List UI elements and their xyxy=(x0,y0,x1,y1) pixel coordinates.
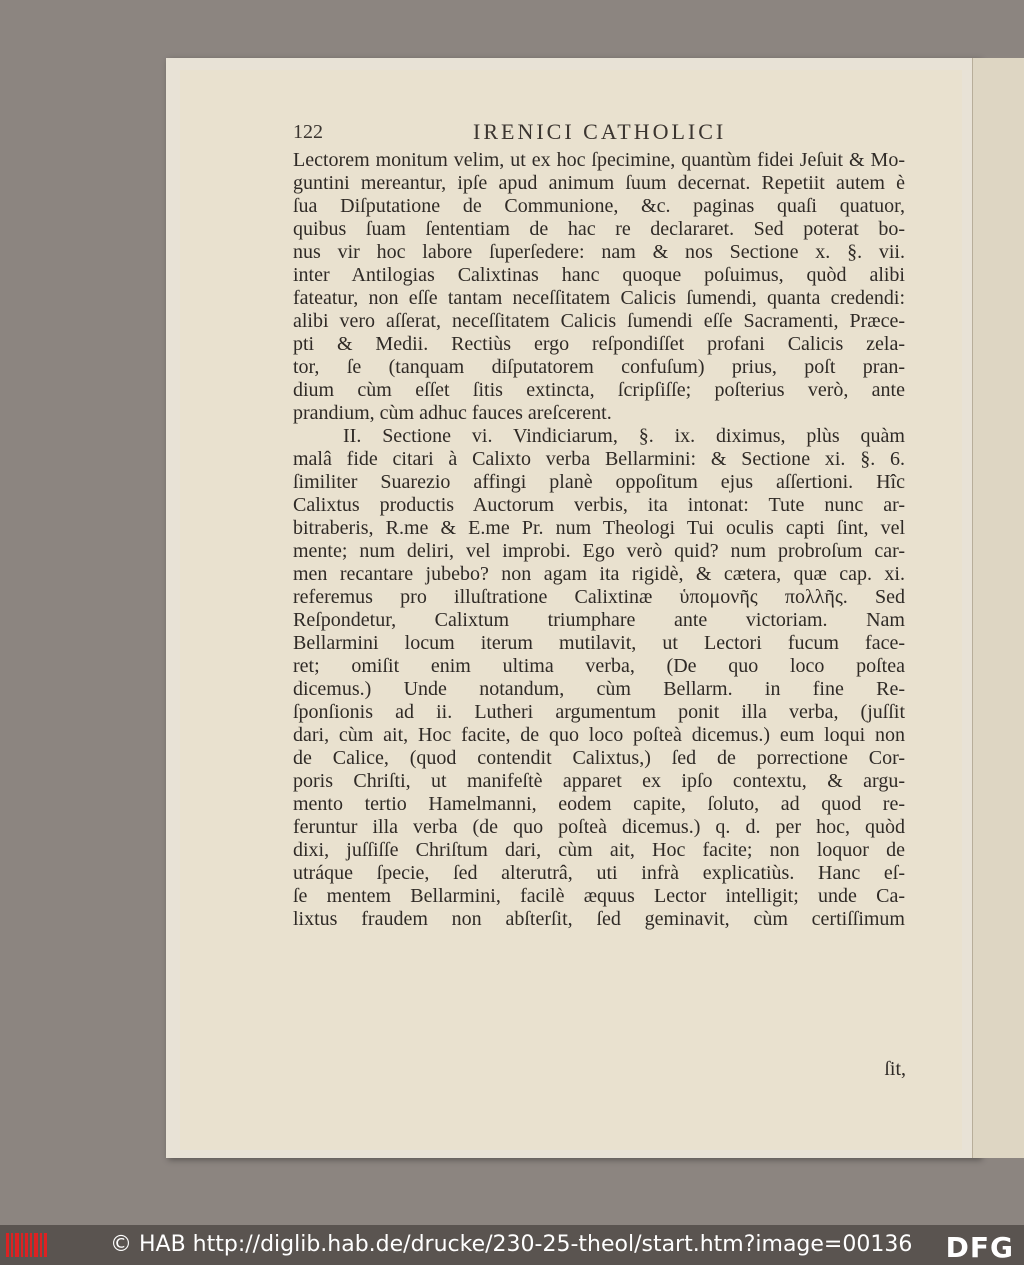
text-line: Reſpondetur, Calixtum triumphare ante victoriam. Nam xyxy=(293,609,905,631)
text-line: malâ fide citari à Calixto verba Bellarmini: & Sectione xi. §. 6. xyxy=(293,448,905,470)
text-line: bitraberis, R.me & E.me Pr. num Theologi Tui oculis capti ſint, vel xyxy=(293,517,905,539)
text-line: pti & Medii. Rectiùs ergo reſpondiſſet profani Calicis zela- xyxy=(293,333,905,355)
barcode-logo-icon xyxy=(6,1231,48,1259)
page-header xyxy=(293,117,905,151)
text-line: inter Antilogias Calixtinas hanc quoque poſuimus, quòd alibi xyxy=(293,264,905,286)
text-line: guntini mereantur, ipſe apud animum ſuum decernat. Repetiit autem è xyxy=(293,172,905,194)
text-line: ſponſionis ad ii. Lutheri argumentum ponit illa verba, (juſſit xyxy=(293,701,905,723)
viewer-footer xyxy=(0,1225,1024,1265)
running-title: IRENICI CATHOLICI xyxy=(473,119,727,144)
page-text xyxy=(293,149,905,931)
text-line: Lectorem monitum velim, ut ex hoc ſpecimine, quantùm fidei Jeſuit & Mo- xyxy=(293,149,905,171)
text-line: dixi, juſſiſſe Chriſtum dari, cùm ait, Hoc facite; non loquor de xyxy=(293,839,905,861)
text-line: fateatur, non eſſe tantam neceſſitatem Calicis ſumendi, quanta credendi: xyxy=(293,287,905,309)
text-line: Bellarmini locum iterum mutilavit, ut Lectori fucum face- xyxy=(293,632,905,654)
text-line: ſua Diſputatione de Communione, &c. paginas quaſi quatuor, xyxy=(293,195,905,217)
text-line: men recantare jubebo? non agam ita rigidè, & cætera, quæ cap. xi. xyxy=(293,563,905,585)
text-line: de Calice, (quod contendit Calixtus,) ſed de porrectione Cor- xyxy=(293,747,905,769)
text-line: dicemus.) Unde notandum, cùm Bellarm. in fine Re- xyxy=(293,678,905,700)
text-line: mento tertio Hamelmanni, eodem capite, ſoluto, ad quod re- xyxy=(293,793,905,815)
text-line: dium cùm eſſet ſitis extincta, ſcripſiſſe; poſterius verò, ante xyxy=(293,379,905,401)
text-line: referemus pro illuſtratione Calixtinæ ὑπομονῆς πολλῆς. Sed xyxy=(293,586,905,608)
text-line: Calixtus productis Auctorum verbis, ita intonat: Tute nunc ar- xyxy=(293,494,905,516)
text-line: tor, ſe (tanquam diſputatorem confuſum) prius, poſt pran- xyxy=(293,356,905,378)
text-line: poris Chriſti, ut manifeſtè apparet ex ipſo contextu, & argu- xyxy=(293,770,905,792)
dfg-logo: DFG xyxy=(945,1231,1014,1264)
text-line: lixtus fraudem non abſterſit, ſed geminavit, cùm certiſſimum xyxy=(293,908,905,930)
text-line: ſe mentem Bellarmini, facilè æquus Lector intelligit; unde Ca- xyxy=(293,885,905,907)
text-line: utráque ſpecie, ſed alterutrâ, uti infrà explicatiùs. Hanc eſ- xyxy=(293,862,905,884)
text-line: II. Sectione vi. Vindiciarum, §. ix. diximus, plùs quàm xyxy=(343,425,905,447)
text-line: quibus ſuam ſententiam de hac re declararet. Sed poterat bo- xyxy=(293,218,905,240)
text-line: prandium, cùm adhuc fauces areſcerent. xyxy=(293,402,612,424)
page-number: 122 xyxy=(293,121,323,143)
text-line: alibi vero aſſerat, neceſſitatem Calicis ſumendi eſſe Sacramenti, Præce- xyxy=(293,310,905,332)
source-link[interactable]: © HAB http://diglib.hab.de/drucke/230-25-theol/start.htm?image=00136 xyxy=(110,1232,913,1257)
catchword: ſit, xyxy=(884,1058,906,1080)
text-line: feruntur illa verba (de quo poſteà dicemus.) q. d. per hoc, quòd xyxy=(293,816,905,838)
text-line: nus vir hoc labore ſuperſedere: nam & nos Sectione x. §. vii. xyxy=(293,241,905,263)
text-line: ret; omiſit enim ultima verba, (De quo loco poſtea xyxy=(293,655,905,677)
text-line: mente; num deliri, vel improbi. Ego verò quid? num probroſum car- xyxy=(293,540,905,562)
opposite-page-edge xyxy=(972,58,1024,1158)
text-line: ſimiliter Suarezio affingi planè oppoſitum ejus aſſertioni. Hîc xyxy=(293,471,905,493)
text-line: dari, cùm ait, Hoc facite, de quo loco poſteà dicemus.) eum loqui non xyxy=(293,724,905,746)
